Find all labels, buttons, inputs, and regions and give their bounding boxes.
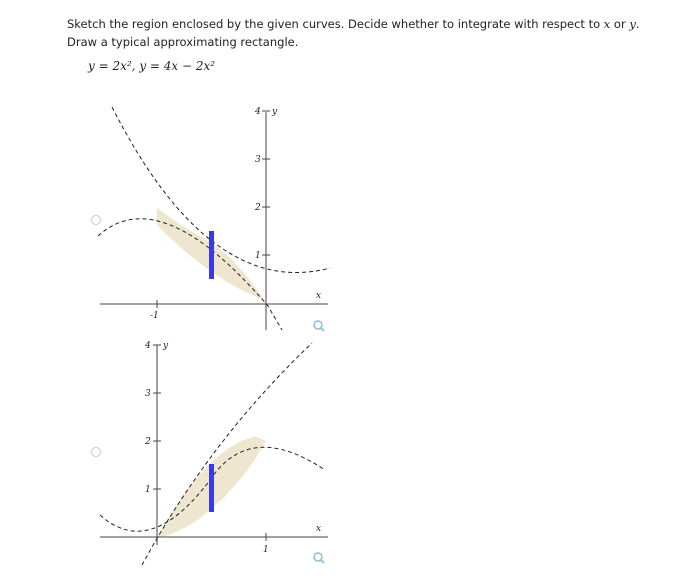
option-2-ylabel-1: 1	[145, 485, 151, 495]
prompt-line-1	[67, 15, 667, 33]
option-1-xlabel-neg1: -1	[150, 311, 159, 321]
option-1-ylabel-4: 4	[255, 107, 261, 117]
option-1-x-axis-label: x	[316, 291, 322, 301]
option-2-ylabel-4: 4	[145, 341, 151, 351]
option-1-y-axis-label: y	[272, 107, 278, 117]
option-1-approx-rectangle	[209, 231, 214, 279]
option-2-ylabel-2: 2	[145, 437, 151, 447]
equation-2: y = 4x − 2x²	[139, 59, 216, 73]
option-2-x-axis-label: x	[316, 524, 322, 534]
question-prompt	[67, 15, 667, 51]
prompt-line-2: Draw a typical approximating rectangle.	[67, 35, 299, 49]
option-1-curve-2	[98, 219, 282, 330]
variable-y: y	[629, 17, 636, 31]
option-1-ylabel-3: 3	[255, 155, 261, 165]
option-2-ylabel-3: 3	[145, 389, 151, 399]
variable-x: x	[603, 17, 611, 31]
option-1-ylabel-2: 2	[255, 203, 261, 213]
prompt-text-or: or	[610, 17, 630, 31]
option-2-approx-rectangle	[209, 464, 214, 512]
option-2-magnifier-icon[interactable]	[314, 553, 324, 563]
curve-equations	[88, 59, 215, 73]
option-2-xlabel-1: 1	[263, 545, 269, 555]
option-1-ylabel-1: 1	[255, 251, 261, 261]
option-2-graph	[95, 330, 335, 570]
prompt-text: Sketch the region enclosed by the given curves. Decide whether to integrate with respect to	[67, 17, 604, 31]
option-1-curve-1	[112, 107, 330, 273]
option-1-graph	[95, 100, 335, 340]
option-2-y-axis-label: y	[163, 341, 169, 351]
equation-1: y = 2x²,	[88, 59, 140, 73]
prompt-period: .	[635, 17, 640, 31]
